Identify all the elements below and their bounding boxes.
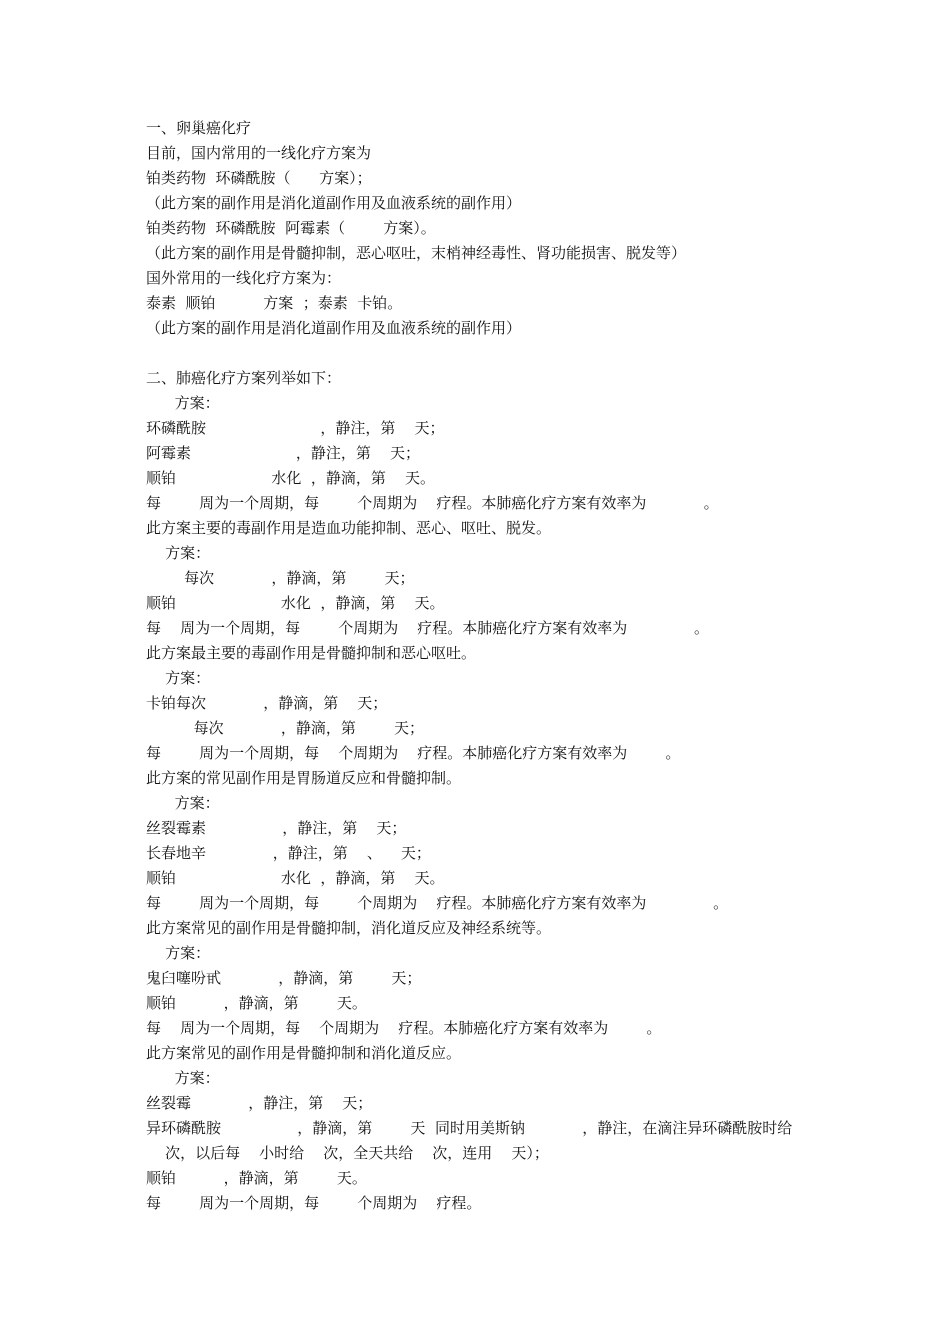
text-line: 每 周为一个周期，每 个周期为 疗程。本肺癌化疗方案有效率为 。 (146, 494, 719, 512)
text-line: 每 周为一个周期，每 个周期为 疗程。本肺癌化疗方案有效率为 。 (146, 744, 681, 762)
text-line: 此方案常见的副作用是骨髓抑制和消化道反应。 (146, 1044, 462, 1062)
text-line: 顺铂 ，静滴，第 天。 (146, 994, 367, 1012)
text-line: 顺铂 水化 ，静滴，第 天。 (146, 594, 445, 612)
text-line: 环磷酰胺 ，静注，第 天； (146, 419, 445, 437)
text-line: 泰素 顺铂 方案 ；泰素 卡铂。 (146, 294, 403, 312)
regimen-heading: 方案： (146, 1069, 220, 1087)
text-line: 每 周为一个周期，每 个周期为 疗程。 (146, 1194, 482, 1212)
text-line: 顺铂 水化 ，静滴，第 天。 (146, 469, 435, 487)
text-line: 次，以后每 小时给 次，全天共给 次，连用 天）； (146, 1144, 549, 1162)
text-line: 每 周为一个周期，每 个周期为 疗程。本肺癌化疗方案有效率为 。 (146, 894, 729, 912)
text-line: 国外常用的一线化疗方案为： (146, 269, 342, 287)
text-line: 鬼臼噻吩甙 ，静滴，第 天； (146, 969, 422, 987)
text-line: 每 周为一个周期，每 个周期为 疗程。本肺癌化疗方案有效率为 。 (146, 619, 710, 637)
text-line: 此方案常见的副作用是骨髓抑制，消化道反应及神经系统等。 (146, 919, 552, 937)
text-line: 铂类药物 环磷酰胺 阿霉素（ 方案）。 (146, 219, 436, 237)
section-heading-lung: 二、肺癌化疗方案列举如下： (146, 369, 342, 387)
text-line: （此方案的副作用是消化道副作用及血液系统的副作用） (146, 319, 522, 337)
text-line: 顺铂 ，静滴，第 天。 (146, 1169, 367, 1187)
text-line: 铂类药物 环磷酰胺（ 方案）； (146, 169, 372, 187)
text-line: （此方案的副作用是骨髓抑制，恶心呕吐，末梢神经毒性、肾功能损害、脱发等） (146, 244, 687, 262)
regimen-heading: 方案： (146, 669, 211, 687)
regimen-heading: 方案： (146, 394, 220, 412)
text-line: 目前，国内常用的一线化疗方案为 (146, 144, 372, 162)
text-line: 每次 ，静滴，第 天； (146, 569, 415, 587)
text-line: 顺铂 水化 ，静滴，第 天。 (146, 869, 445, 887)
text-line: 长春地辛 ，静注，第 、 天； (146, 844, 431, 862)
text-line: 此方案主要的毒副作用是造血功能抑制、恶心、呕吐、脱发。 (146, 519, 552, 537)
text-line: 阿霉素 ，静注，第 天； (146, 444, 420, 462)
regimen-heading: 方案： (146, 544, 211, 562)
text-line: 异环磷酰胺 ，静滴，第 天 同时用美斯钠 ，静注，在滴注异环磷酰胺时给 (146, 1119, 793, 1137)
text-line: 丝裂霉 ，静注，第 天； (146, 1094, 373, 1112)
text-line: 此方案的常见副作用是胃肠道反应和骨髓抑制。 (146, 769, 462, 787)
text-line: 每 周为一个周期，每 个周期为 疗程。本肺癌化疗方案有效率为 。 (146, 1019, 662, 1037)
regimen-heading: 方案： (146, 794, 220, 812)
text-line: 卡铂每次 ，静滴，第 天； (146, 694, 388, 712)
text-line: （此方案的副作用是消化道副作用及血液系统的副作用） (146, 194, 522, 212)
text-line: 每次 ，静滴，第 天； (146, 719, 425, 737)
section-heading-ovarian: 一、卵巢癌化疗 (146, 119, 252, 137)
text-line: 丝裂霉素 ，静注，第 天； (146, 819, 407, 837)
text-line: 此方案最主要的毒副作用是骨髓抑制和恶心呕吐。 (146, 644, 477, 662)
regimen-heading: 方案： (146, 944, 211, 962)
